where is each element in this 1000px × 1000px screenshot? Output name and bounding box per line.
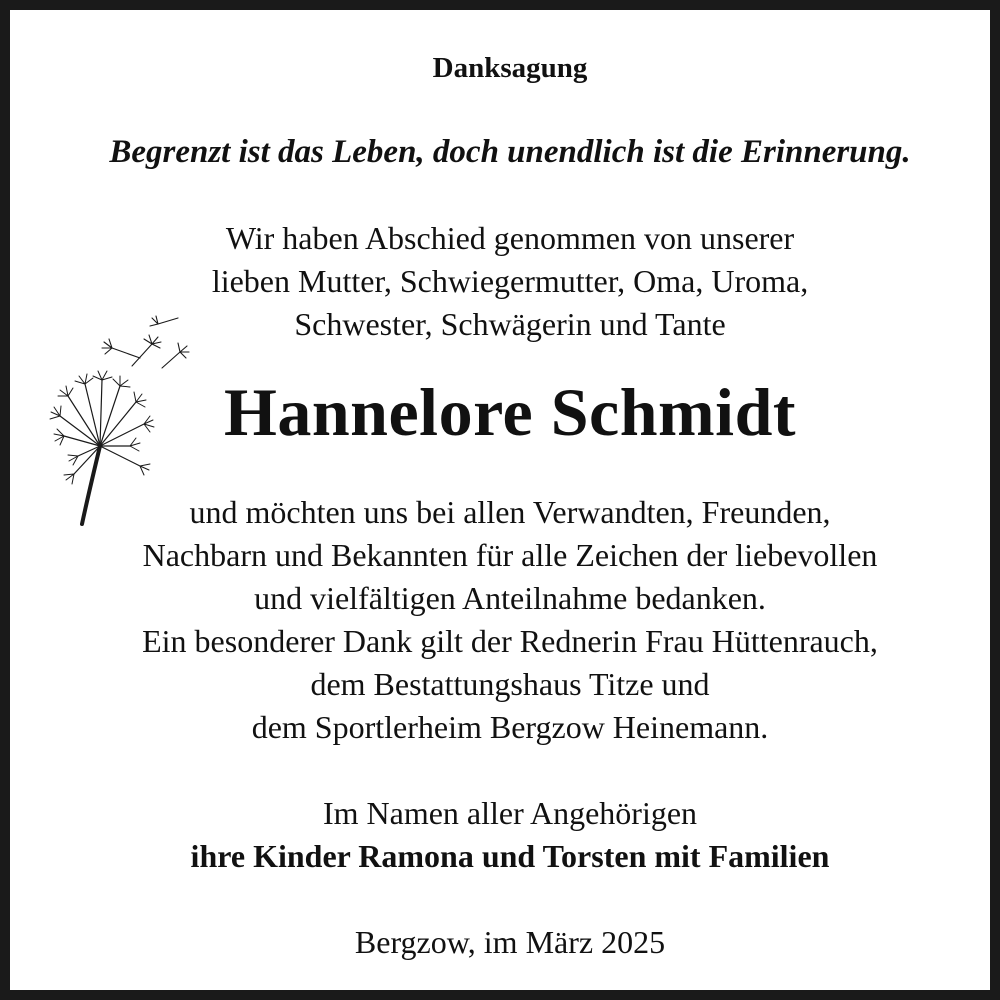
thanks-line: und vielfältigen Anteilnahme bedanken.: [254, 580, 766, 616]
intro-line: lieben Mutter, Schwiegermutter, Oma, Uroma,: [211, 263, 809, 299]
heading: Danksagung: [432, 52, 588, 84]
intro-line: Wir haben Abschied genommen von unserer: [225, 220, 795, 256]
thanks-line: Ein besonderer Dank gilt der Rednerin Frau Hüttenrauch,: [142, 623, 878, 659]
deceased-name: Hannelore Schmidt: [223, 374, 797, 450]
dandelion-icon: [40, 306, 200, 536]
motto: Begrenzt ist das Leben, doch unendlich ist die Erinnerung.: [109, 134, 911, 170]
on-behalf-line: Im Namen aller Angehörigen: [322, 795, 698, 831]
place-date: Bergzow, im März 2025: [354, 924, 666, 960]
thanks-line: dem Sportlerheim Bergzow Heinemann.: [251, 709, 769, 745]
intro-line: Schwester, Schwägerin und Tante: [294, 306, 726, 342]
thanks-line: Nachbarn und Bekannten für alle Zeichen der liebevollen: [142, 537, 878, 573]
thanks-line: dem Bestattungshaus Titze und: [310, 666, 710, 702]
signature: ihre Kinder Ramona und Torsten mit Familien: [190, 838, 830, 874]
thanks-line: und möchten uns bei allen Verwandten, Freunden,: [189, 494, 831, 530]
